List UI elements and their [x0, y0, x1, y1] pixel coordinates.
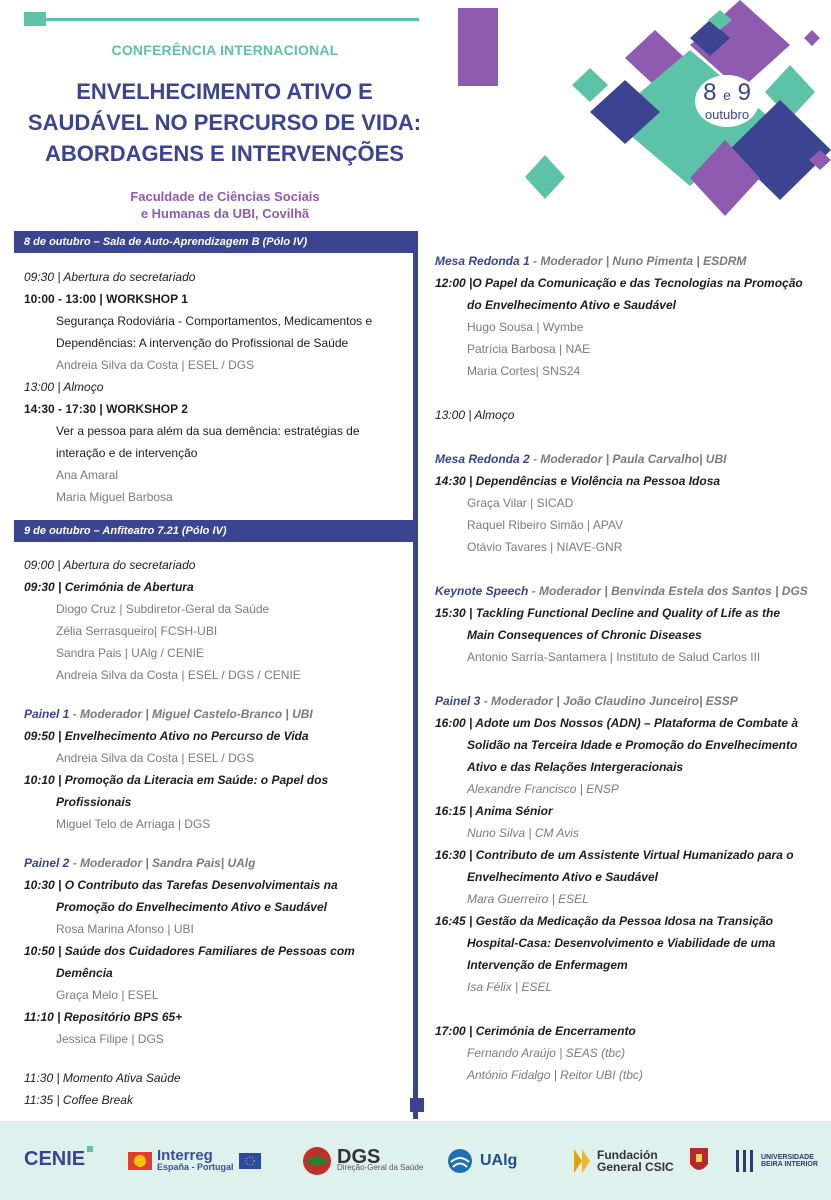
speaker: Diogo Cruz | Subdiretor-Geral da Saúde	[56, 602, 270, 616]
diamond-shape	[572, 68, 608, 102]
mesa1-header: Mesa Redonda 1 - Moderador | Nuno Pimenta | ESDRM	[435, 254, 747, 268]
speaker: Ana Amaral	[56, 468, 119, 482]
cenie-mark-icon	[87, 1146, 93, 1152]
day2-morning-schedule	[24, 554, 410, 1111]
day1-schedule	[24, 266, 410, 508]
venue-line: Faculdade de Ciências Sociais	[130, 189, 320, 204]
schedule-item: 09:30 | Cerimónia de Abertura	[24, 580, 194, 594]
session-title: Dependências: A intervenção do Profissional de Saúde	[56, 336, 349, 350]
schedule-item-cont: Solidão na Terceira Idade e Promoção do Envelhecimento	[467, 738, 798, 752]
schedule-item-cont: do Envelhecimento Ativo e Saudável	[467, 298, 676, 312]
schedule-item-cont: Ativo e das Relações Intergeracionais	[467, 760, 684, 774]
cenie-logo: CENIE	[24, 1141, 85, 1181]
diamond-shape	[525, 155, 565, 199]
speaker: Isa Félix | ESEL	[467, 980, 553, 994]
speaker: Fernando Araújo | SEAS (tbc)	[467, 1046, 626, 1060]
speaker: Maria Miguel Barbosa	[56, 490, 173, 504]
schedule-item: 09:30 | Abertura do secretariado	[24, 270, 196, 284]
title-line: SAUDÁVEL NO PERCURSO DE VIDA:	[27, 110, 422, 135]
schedule-item: 17:00 | Cerimónia de Encerramento	[435, 1024, 636, 1038]
speaker: Patrícia Barbosa | NAE	[467, 342, 591, 356]
schedule-item: 09:50 | Envelhecimento Ativo no Percurso de Vida	[24, 729, 309, 743]
schedule-item: 10:30 | O Contributo das Tarefas Desenvolvimentais na	[24, 878, 338, 892]
title-line: ABORDAGENS E INTERVENÇÕES	[45, 141, 404, 166]
schedule-item-cont: Envelhecimento Ativo e Saudável	[467, 870, 658, 884]
university-shield-logo	[688, 1141, 710, 1181]
schedule-item-cont: Intervenção de Enfermagem	[467, 958, 628, 972]
schedule-item-cont: Demência	[56, 966, 113, 980]
shield-icon	[688, 1146, 710, 1176]
schedule-item: 16:15 | Anima Sénior	[435, 804, 553, 818]
day2-afternoon-schedule	[435, 250, 815, 1086]
speaker: Andreia Silva da Costa | ESEL / DGS	[56, 751, 255, 765]
speaker: Graça Vilar | SICAD	[467, 496, 574, 510]
day1-header-bar: 8 de outubro – Sala de Auto-Aprendizagem B (Pólo IV)	[14, 231, 418, 253]
schedule-item-cont: Promoção do Envelhecimento Ativo e Saudável	[56, 900, 327, 914]
keynote-header: Keynote Speech - Moderador | Benvinda Estela dos Santos | DGS	[435, 584, 808, 598]
schedule-item: 11:10 | Repositório BPS 65+	[24, 1010, 183, 1024]
interreg-flag-icon	[128, 1152, 152, 1170]
schedule-item: 14:30 | Dependências e Violência na Pessoa Idosa	[435, 474, 721, 488]
csic-mark-icon	[570, 1147, 592, 1175]
purple-bar-shape	[458, 8, 498, 86]
panel2-header: Painel 2 - Moderador | Sandra Pais| UAlg	[24, 856, 256, 870]
speaker: Nuno Silva | CM Avis	[467, 826, 579, 840]
speaker: Antonio Sarría-Santamera | Instituto de Salud Carlos III	[467, 650, 761, 664]
schedule-item: 14:30 - 17:30 | WORKSHOP 2	[24, 402, 188, 416]
schedule-item-cont: Profissionais	[56, 795, 132, 809]
schedule-item-cont: Hospital-Casa: Desenvolvimento e Viabilidade de uma	[467, 936, 776, 950]
session-title: Ver a pessoa para além da sua demência: estratégias de	[56, 424, 360, 438]
speaker: Mara Guerreiro | ESEL	[467, 892, 589, 906]
date-month: outubro	[704, 107, 750, 122]
speaker: Andreia Silva da Costa | ESEL / DGS / CENIE	[56, 668, 301, 682]
schedule-item: 13:00 | Almoço	[435, 408, 515, 422]
speaker: Maria Cortes| SNS24	[467, 364, 581, 378]
panel1-header: Painel 1 - Moderador | Miguel Castelo-Branco | UBI	[24, 707, 313, 721]
column-divider-end	[410, 1098, 424, 1112]
speaker: Otávio Tavares | NIAVE-GNR	[467, 540, 623, 554]
fundacion-csic-logo: Fundación General CSIC	[570, 1141, 674, 1181]
day2-header-bar: 9 de outubro – Anfiteatro 7.21 (Pólo IV)	[14, 520, 418, 542]
dgs-emblem-icon	[302, 1146, 332, 1176]
ubi-mark-icon	[734, 1146, 756, 1176]
panel3-header: Painel 3 - Moderador | João Claudino Junceiro| ESSP	[435, 694, 738, 708]
page-title	[12, 76, 437, 169]
ualg-wave-icon	[447, 1148, 475, 1174]
date-badge	[696, 80, 758, 122]
schedule-item: 15:30 | Tackling Functional Decline and Quality of Life as the	[435, 606, 780, 620]
date-days: 8 e 9	[703, 79, 751, 106]
speaker: Raquel Ribeiro Simão | APAV	[467, 518, 624, 532]
mesa2-header: Mesa Redonda 2 - Moderador | Paula Carvalho| UBI	[435, 452, 727, 466]
speaker: António Fidalgo | Reitor UBI (tbc)	[467, 1068, 643, 1082]
session-title: Segurança Rodoviária - Comportamentos, Medicamentos e	[56, 314, 373, 328]
schedule-item-cont: Main Consequences of Chronic Diseases	[467, 628, 702, 642]
speaker: Alexandre Francisco | ENSP	[467, 782, 619, 796]
schedule-item: 11:30 | Momento Ativa Saúde	[24, 1071, 181, 1085]
schedule-item: 10:10 | Promoção da Literacia em Saúde: o Papel dos	[24, 773, 329, 787]
schedule-item: 13:00 | Almoço	[24, 380, 104, 394]
conference-label: CONFERÊNCIA INTERNACIONAL	[111, 42, 339, 58]
speaker: Andreia Silva da Costa | ESEL / DGS	[56, 358, 255, 372]
schedule-item: 11:35 | Coffee Break	[24, 1093, 133, 1107]
eu-flag-icon	[239, 1153, 261, 1169]
schedule-item: 16:30 | Contributo de um Assistente Virtual Humanizado para o	[435, 848, 794, 862]
venue	[40, 188, 410, 222]
speaker: Miguel Telo de Arriaga | DGS	[56, 817, 211, 831]
schedule-item: 16:45 | Gestão da Medicação da Pessoa Idosa na Transição	[435, 914, 773, 928]
ualg-logo: UAlg	[447, 1141, 517, 1181]
venue-line: e Humanas da UBI, Covilhã	[140, 206, 310, 221]
speaker: Jessica Filipe | DGS	[56, 1032, 164, 1046]
speaker: Hugo Sousa | Wymbe	[467, 320, 584, 334]
speaker: Zélia Serrasqueiro| FCSH-UBI	[56, 624, 218, 638]
schedule-item: 12:00 |O Papel da Comunicação e das Tecnologias na Promoção	[435, 276, 803, 290]
interreg-logo: Interreg España - Portugal	[128, 1141, 261, 1181]
speaker: Sandra Pais | UAlg / CENIE	[56, 646, 204, 660]
schedule-item: 10:50 | Saúde dos Cuidadores Familiares de Pessoas com	[24, 944, 355, 958]
speaker: Rosa Marina Afonso | UBI	[56, 922, 194, 936]
diamond-shape	[804, 30, 820, 46]
session-title: interação e de intervenção	[56, 446, 198, 460]
dgs-logo: DGS Direção-Geral da Saúde	[302, 1141, 423, 1181]
column-divider	[413, 231, 418, 1119]
ubi-logo: UNIVERSIDADE BEIRA INTERIOR	[734, 1141, 818, 1181]
speaker: Graça Melo | ESEL	[56, 988, 159, 1002]
schedule-item: 10:00 - 13:00 | WORKSHOP 1	[24, 292, 188, 306]
schedule-item: 09:00 | Abertura do secretariado	[24, 558, 196, 572]
title-line: ENVELHECIMENTO ATIVO E	[76, 79, 373, 104]
diamond-pattern-decoration	[440, 0, 831, 220]
header-accent-line	[24, 18, 419, 21]
schedule-item: 16:00 | Adote um Dos Nossos (ADN) – Plataforma de Combate à	[435, 716, 798, 730]
